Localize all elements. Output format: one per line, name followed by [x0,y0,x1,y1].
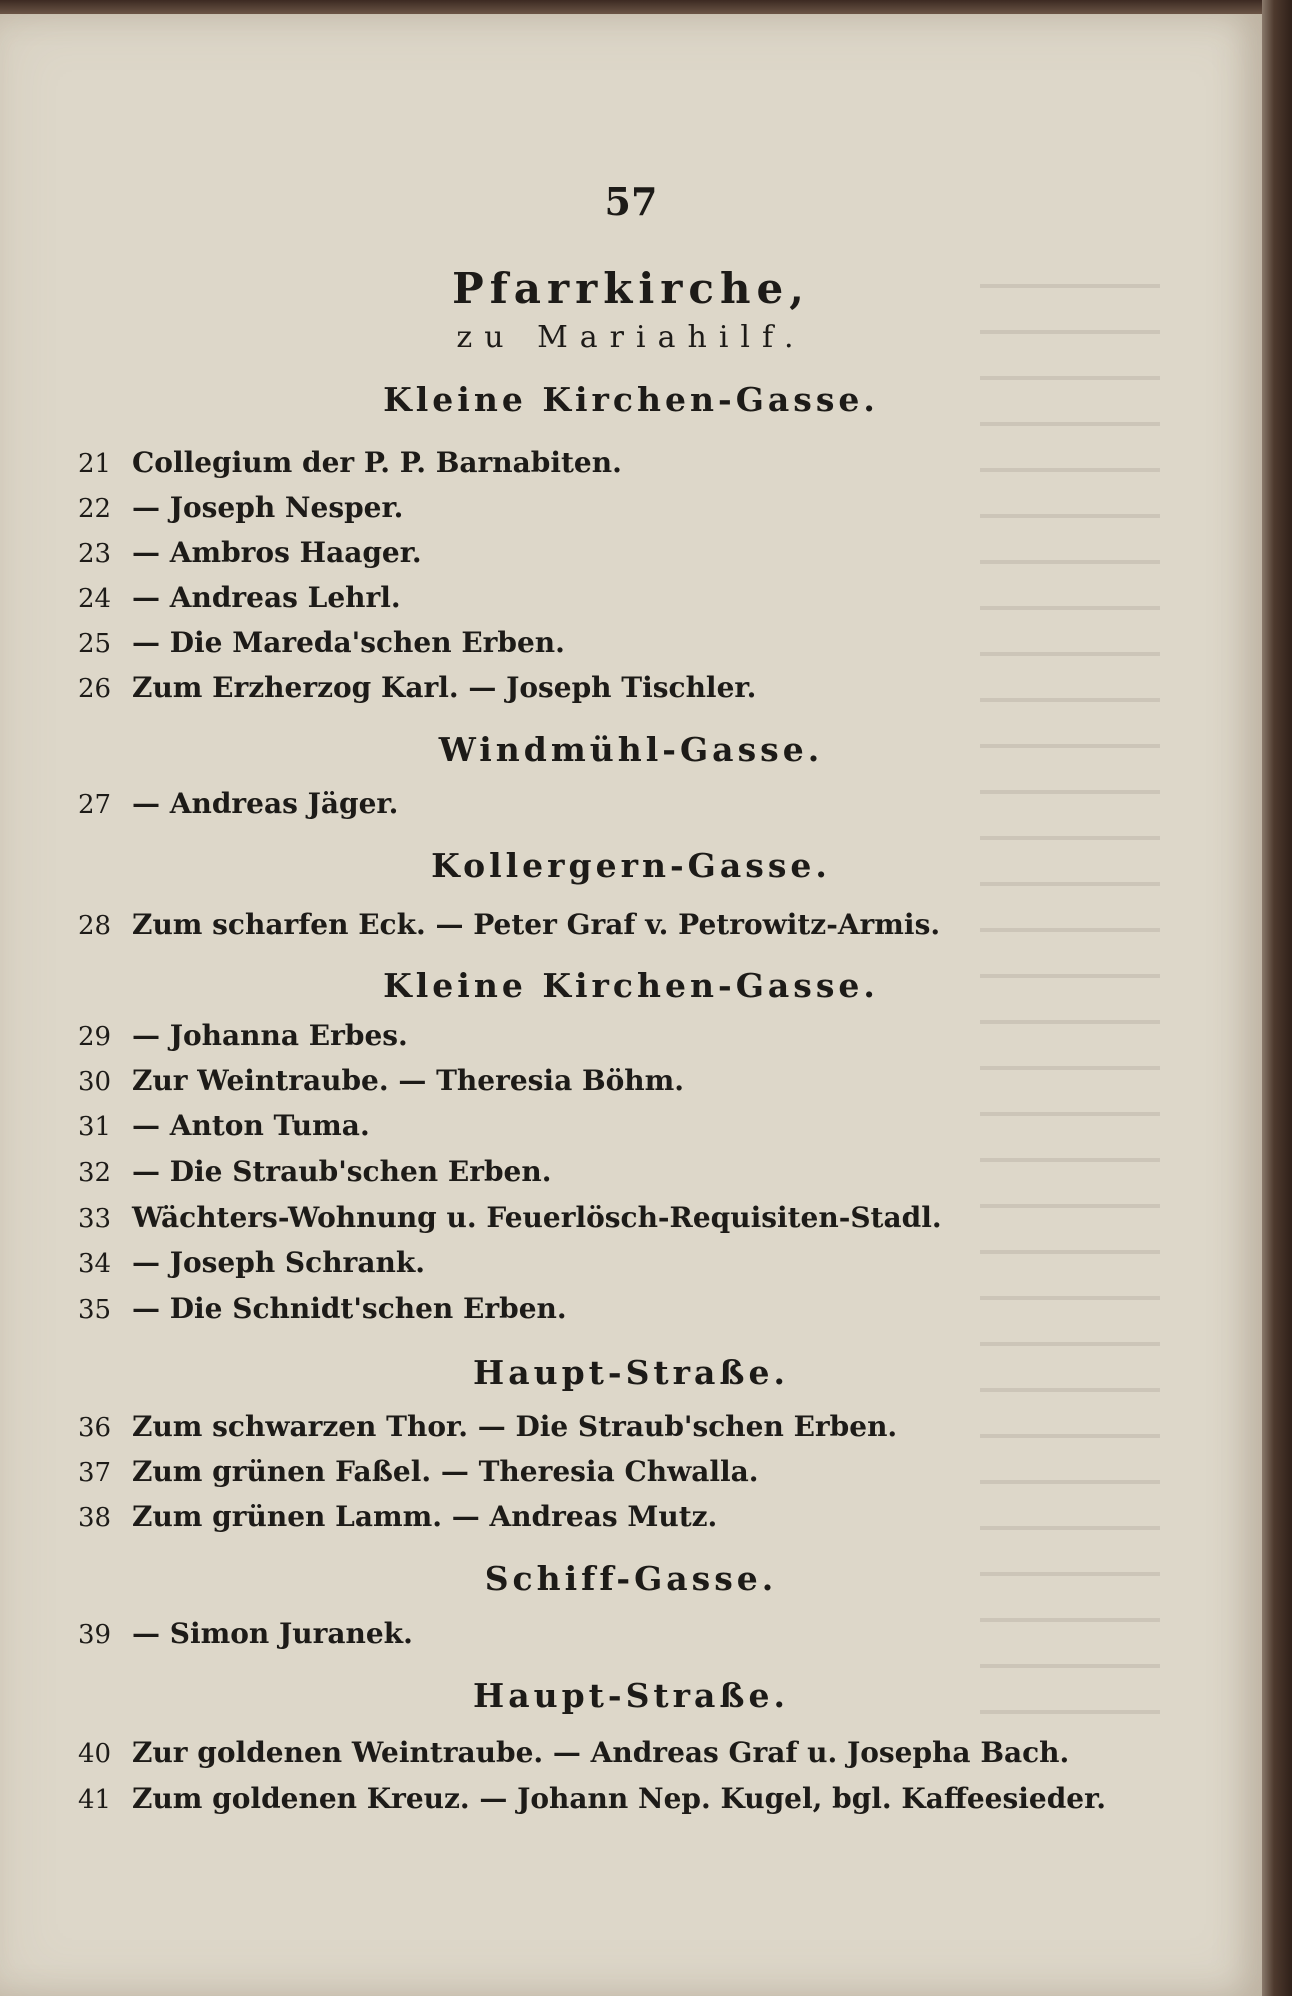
entry-text: — Andreas Jäger. [132,787,399,820]
entry-text: — Simon Juranek. [132,1617,413,1650]
entry-text: Zum grünen Lamm. — Andreas Mutz. [132,1500,718,1533]
house-number: 30 [78,1067,112,1097]
house-number: 34 [78,1249,112,1279]
entry-text: Zur goldenen Weintraube. — Andreas Graf u. Josepha Bach. [132,1736,1070,1769]
section-heading: Haupt-Straße. [473,1676,789,1715]
house-number: 27 [78,790,112,820]
page-subtitle: zu Mariahilf. [456,320,806,355]
house-number: 24 [78,584,112,614]
entry-text: Zum grünen Faßel. — Theresia Chwalla. [132,1455,759,1488]
list-item [78,908,1198,941]
list-item [78,787,1198,820]
entry-text: Collegium der P. P. Barnabiten. [132,446,622,479]
house-number: 35 [78,1295,112,1325]
section-heading: Schiff-Gasse. [484,1559,778,1598]
list-item [78,1246,1198,1279]
house-number: 39 [78,1620,112,1650]
list-item [78,1617,1198,1650]
entry-text: — Die Straub'schen Erben. [132,1155,552,1188]
list-item [78,491,1198,524]
section-heading: Kollergern-Gasse. [431,846,831,885]
house-number: 28 [78,911,112,941]
section-heading: Windmühl-Gasse. [438,730,824,769]
list-item [78,1500,1198,1533]
entry-text: Zur Weintraube. — Theresia Böhm. [132,1064,685,1097]
house-number: 38 [78,1503,112,1533]
entry-text: — Johanna Erbes. [132,1019,408,1052]
entry-text: Zum scharfen Eck. — Peter Graf v. Petrowitz-Armis. [132,908,941,941]
list-item [78,536,1198,569]
house-number: 32 [78,1158,112,1188]
list-item [78,1019,1198,1052]
list-item [78,671,1198,704]
page-title: Pfarrkirche, [452,264,810,313]
entry-text: — Ambros Haager. [132,536,422,569]
list-item [78,1736,1198,1769]
list-item [78,1292,1198,1325]
section-heading: Kleine Kirchen-Gasse. [383,966,879,1005]
entry-text: — Die Mareda'schen Erben. [132,626,565,659]
house-number: 29 [78,1022,112,1052]
list-item [78,446,1198,479]
list-item [78,1410,1198,1443]
house-number: 22 [78,494,112,524]
house-number: 41 [78,1785,112,1815]
section-heading: Haupt-Straße. [473,1353,789,1392]
house-number: 40 [78,1739,112,1769]
entry-text: — Joseph Nesper. [132,491,404,524]
list-item [78,1155,1198,1188]
list-item [78,1064,1198,1097]
entry-text: Zum schwarzen Thor. — Die Straub'schen Erben. [132,1410,898,1443]
entry-text: — Andreas Lehrl. [132,581,401,614]
house-number: 26 [78,674,112,704]
book-page [0,14,1262,1996]
list-item [78,1201,1198,1234]
entry-text: Zum Erzherzog Karl. — Joseph Tischler. [132,671,757,704]
list-item [78,581,1198,614]
book-spine [1262,0,1292,1996]
entry-text: Wächters-Wohnung u. Feuerlösch-Requisiten-Stadl. [132,1201,942,1234]
house-number: 21 [78,449,112,479]
entry-text: Zum goldenen Kreuz. — Johann Nep. Kugel, bgl. Kaffeesieder. [132,1782,1107,1815]
list-item [78,1782,1198,1815]
top-edge [0,0,1262,14]
section-heading: Kleine Kirchen-Gasse. [383,380,879,419]
house-number: 36 [78,1413,112,1443]
house-number: 31 [78,1112,112,1142]
entry-text: — Die Schnidt'schen Erben. [132,1292,567,1325]
page-number: 57 [604,179,658,224]
list-item [78,626,1198,659]
list-item [78,1455,1198,1488]
list-item [78,1109,1198,1142]
house-number: 37 [78,1458,112,1488]
entry-text: — Anton Tuma. [132,1109,370,1142]
entry-text: — Joseph Schrank. [132,1246,425,1279]
house-number: 33 [78,1204,112,1234]
house-number: 23 [78,539,112,569]
house-number: 25 [78,629,112,659]
